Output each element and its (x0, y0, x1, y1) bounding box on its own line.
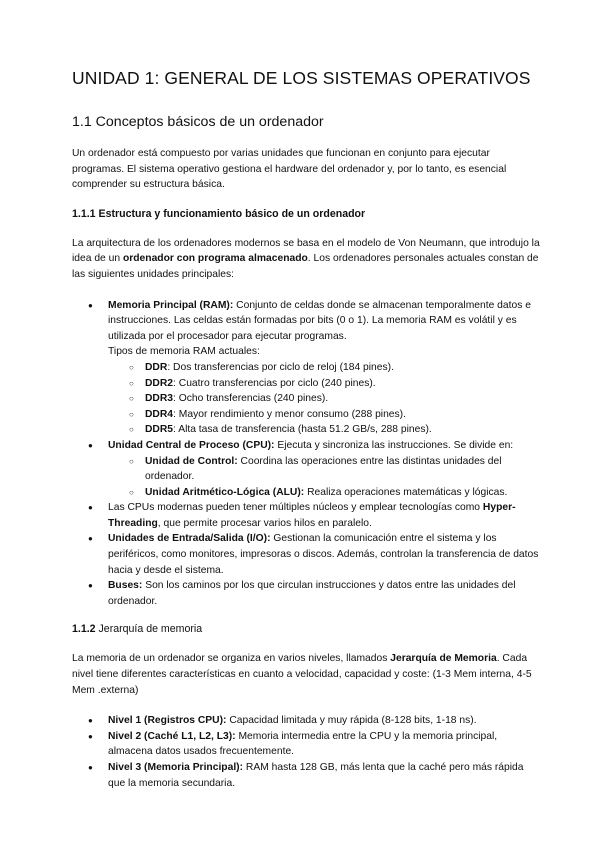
memory-levels-list (72, 713, 540, 791)
item-label: Unidades de Entrada/Salida (I/O): (108, 533, 271, 545)
list-item (108, 422, 540, 438)
level-text: Capacidad limitada y muy rápida (8-128 bits, 1-18 ns). (226, 715, 477, 727)
section-1-1-2-heading (72, 623, 540, 635)
level-label: Nivel 1 (Registros CPU): (108, 715, 227, 727)
item-label: Unidad Central de Proceso (CPU): (108, 439, 275, 451)
item-text: Son los caminos por los que circulan instrucciones y datos entre las unidades del ordenador. (108, 580, 516, 607)
item-text: Gestionan la comunicación entre el sistema y los periféricos, como monitores, impresoras o discos. Además, controlan la transferencia de datos hacia y desde el sistema. (108, 533, 539, 576)
list-item (108, 454, 540, 485)
text-run: . Los ordenadores personales actuales constan de las siguientes unidades principales: (72, 253, 539, 280)
part-desc: Realiza operaciones matemáticas y lógicas. (304, 486, 508, 498)
cpu-parts-list (108, 454, 540, 501)
level-text: RAM hasta 128 GB, más lenta que la caché pero más rápida que la memoria secundaria. (108, 762, 524, 789)
list-item (108, 485, 540, 501)
list-item (108, 407, 540, 423)
ram-types-intro: Tipos de memoria RAM actuales: (108, 346, 260, 358)
section-1-1-1-heading: 1.1.1 Estructura y funcionamiento básico de un ordenador (72, 207, 366, 220)
type-desc: : Alta tasa de transferencia (hasta 51.2 GB/s, 288 pines). (173, 424, 432, 436)
type-name: DDR4 (145, 408, 174, 420)
list-item (108, 376, 540, 392)
part-desc: Coordina las operaciones entre las distintas unidades del ordenador. (145, 455, 502, 483)
page-title: UNIDAD 1: GENERAL DE LOS SISTEMAS OPERATIVOS (72, 68, 531, 88)
part-name: Unidad de Control: (145, 455, 238, 467)
section-number: 1.1.2 (72, 623, 96, 636)
list-item (108, 360, 540, 376)
item-label: Memoria Principal (RAM): (108, 299, 234, 311)
type-desc: : Dos transferencias por ciclo de reloj (184 pines). (167, 361, 394, 373)
section-1-1-intro: Un ordenador está compuesto por varias unidades que funcionan en conjunto para ejecutar programas. El sistema operativo gestiona el hardware del ordenador y, por lo tanto, es esencial comprender su estructura básica. (72, 148, 507, 191)
section-title: Jerarquía de memoria (95, 623, 203, 636)
section-1-1-heading: 1.1 Conceptos básicos de un ordenador (72, 114, 324, 130)
list-item (72, 760, 540, 791)
list-item-ram (72, 298, 540, 438)
list-item-cpu (72, 438, 540, 500)
type-name: DDR (145, 361, 168, 373)
type-desc: : Ocho transferencias (240 pines). (173, 393, 329, 405)
bold-term: Jerarquía de Memoria (390, 653, 497, 665)
type-name: DDR2 (145, 377, 174, 389)
ram-types-list (108, 360, 540, 438)
level-label: Nivel 2 (Caché L1, L2, L3): (108, 730, 236, 742)
type-desc: : Cuatro transferencias por ciclo (240 pines). (173, 377, 376, 389)
list-item-io (72, 531, 540, 578)
list-item-cores (72, 500, 540, 531)
list-item (72, 713, 540, 729)
type-name: DDR5 (145, 424, 174, 436)
item-text: Las CPUs modernas pueden tener múltiples núcleos y emplear tecnologías como (108, 502, 483, 514)
text-run: . Cada nivel tiene diferentes características en cuanto a velocidad, capacidad y coste: (1-3 Mem interna, 4-5 Mem .externa) (72, 653, 532, 696)
item-text: Ejecuta y sincroniza las instrucciones. Se divide en: (274, 439, 514, 451)
type-name: DDR3 (145, 393, 174, 405)
bold-term: Hyper-Threading (108, 502, 516, 529)
level-label: Nivel 3 (Memoria Principal): (108, 762, 244, 773)
list-item (108, 391, 540, 407)
type-desc: : Mayor rendimiento y menor consumo (288 pines). (173, 408, 406, 420)
text-run: La arquitectura de los ordenadores modernos se basa en el modelo de Von Neumann, que introdujo la idea de un (72, 237, 540, 265)
text-run: La memoria de un ordenador se organiza en varios niveles, llamados (72, 653, 391, 665)
item-text: , que permite procesar varios hilos en paralelo. (157, 517, 372, 529)
item-label: Buses: (108, 580, 143, 592)
list-item-buses (72, 578, 540, 609)
item-text: Conjunto de celdas donde se almacenan temporalmente datos e instrucciones. Las celdas están formadas por bits (0 o 1). La memoria RAM es volátil y es utilizada por el procesador para ejecutar programas. (108, 299, 531, 342)
level-text: Memoria intermedia entre la CPU y la memoria principal, almacena datos usados frecuentemente. (108, 730, 498, 758)
units-list (72, 298, 540, 610)
bold-term: ordenador con programa almacenado (122, 253, 308, 265)
section-1-1-2-paragraph (72, 651, 540, 698)
list-item (72, 729, 540, 760)
section-1-1-1-paragraph (72, 236, 540, 283)
part-name: Unidad Aritmético-Lógica (ALU): (145, 486, 305, 498)
